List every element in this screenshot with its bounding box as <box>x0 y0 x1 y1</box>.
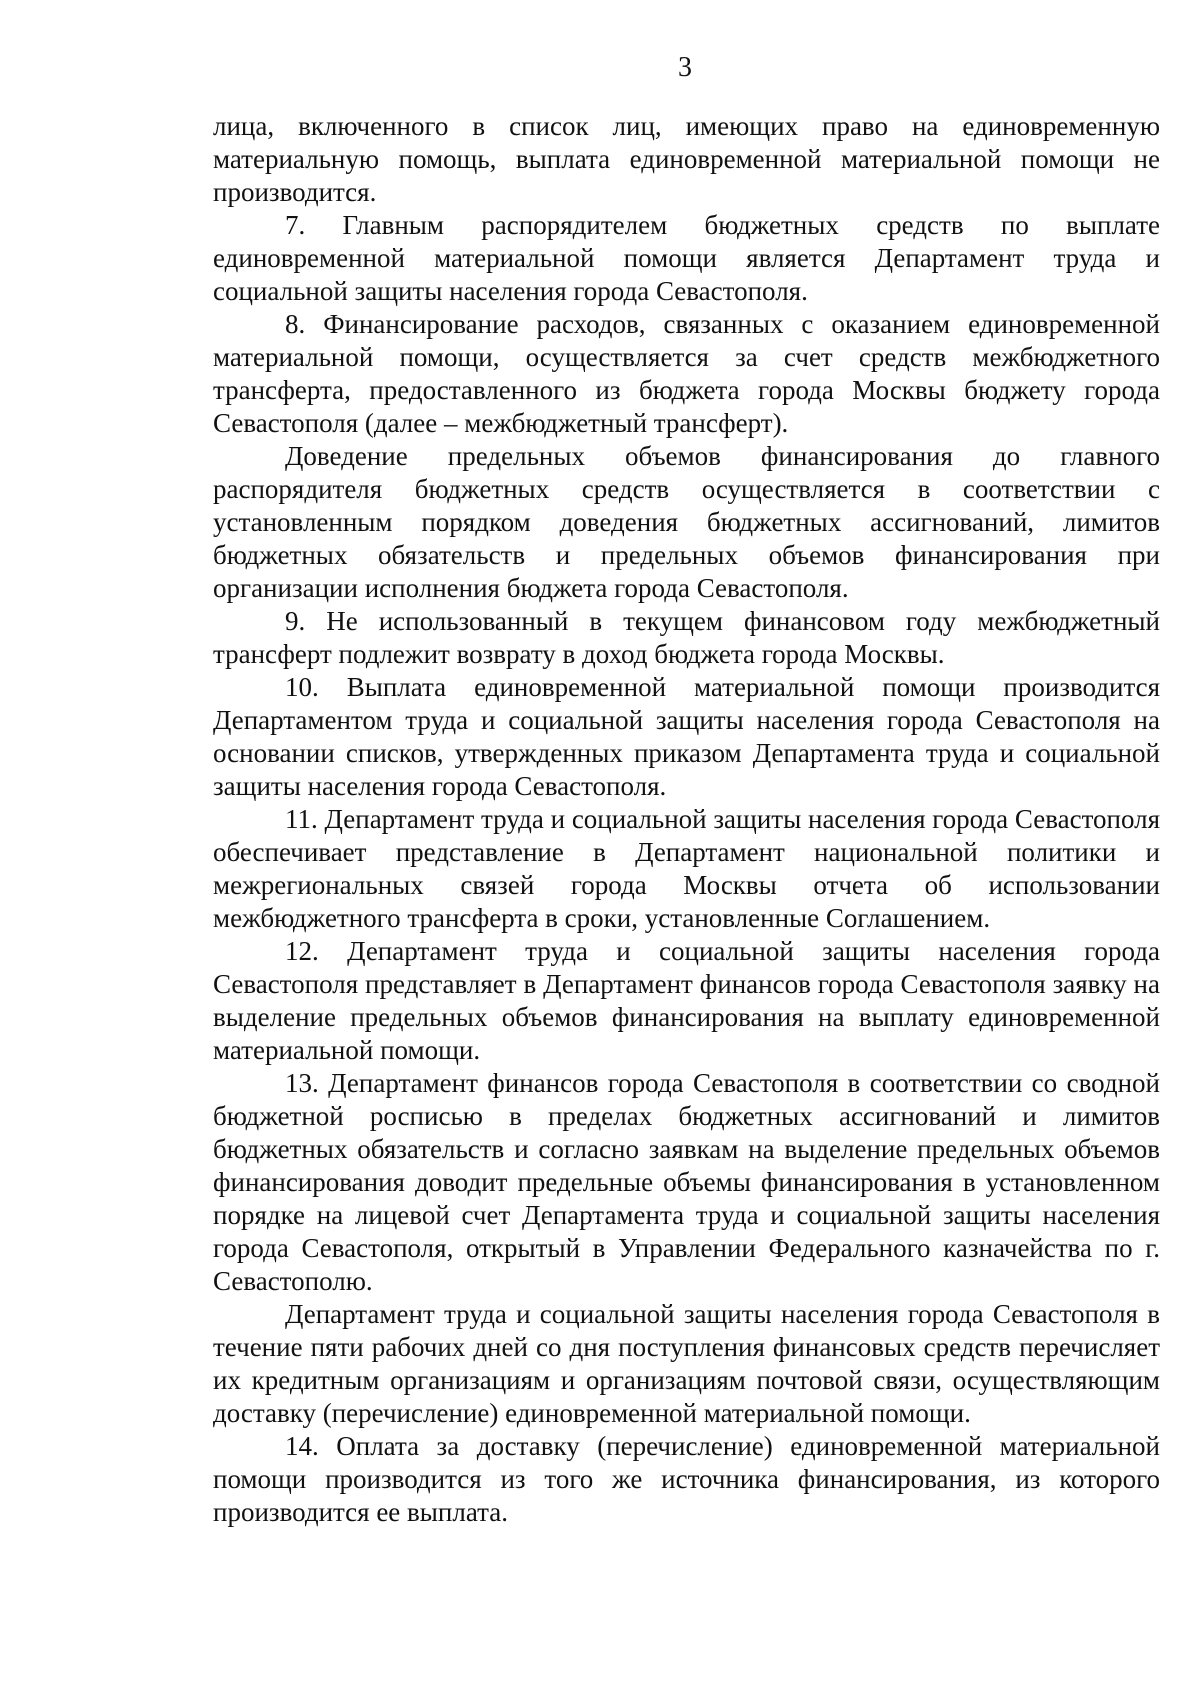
paragraph-item-10: 10. Выплата единовременной материальной помощи производится Департаментом труда и социальной защиты населения города Севастополя на основании списков, утвержденных приказом Департамента труда и социальной защиты населения города Севастополя. <box>213 672 1160 801</box>
paragraph-item-8-limits: Доведение предельных объемов финансирования до главного распорядителя бюджетных средств осуществляется в соответствии с установленным порядком доведения бюджетных ассигнований, лимитов бюджетных обязательств и предельных объемов финансирования при организации исполнения бюджета города Севастополя. <box>213 441 1160 603</box>
paragraph-item-8: 8. Финансирование расходов, связанных с оказанием единовременной материальной помощи, осуществляется за счет средств межбюджетного трансферта, предоставленного из бюджета города Москвы бюджету города Севастополя (далее – межбюджетный трансферт). <box>213 309 1160 438</box>
paragraph-item-14: 14. Оплата за доставку (перечисление) единовременной материальной помощи производится из того же источника финансирования, из которого производится ее выплата. <box>213 1431 1160 1527</box>
document-body <box>213 110 1160 1529</box>
paragraph-item-9: 9. Не использованный в текущем финансовом году межбюджетный трансферт подлежит возврату в доход бюджета города Москвы. <box>213 606 1160 669</box>
paragraph-item-13: 13. Департамент финансов города Севастополя в соответствии со сводной бюджетной росписью в пределах бюджетных ассигнований и лимитов бюджетных обязательств и согласно заявкам на выделение предельных объемов финансирования доводит предельные объемы финансирования в установленном порядке на лицевой счет Департамента труда и социальной защиты населения города Севастополя, открытый в Управлении Федерального казначейства по г. Севастополю. <box>213 1068 1160 1296</box>
paragraph-item-13-transfer: Департамент труда и социальной защиты населения города Севастополя в течение пяти рабочих дней со дня поступления финансовых средств перечисляет их кредитным организациям и организациям почтовой связи, осуществляющим доставку (перечисление) единовременной материальной помощи. <box>213 1299 1160 1428</box>
page-number: 3 <box>678 52 692 83</box>
paragraph-item-12: 12. Департамент труда и социальной защиты населения города Севастополя представляет в Департамент финансов города Севастополя заявку на выделение предельных объемов финансирования на выплату единовременной материальной помощи. <box>213 936 1160 1065</box>
paragraph-item-7: 7. Главным распорядителем бюджетных средств по выплате единовременной материальной помощи является Департамент труда и социальной защиты населения города Севастополя. <box>213 210 1160 306</box>
paragraph-item-11: 11. Департамент труда и социальной защиты населения города Севастополя обеспечивает представление в Департамент национальной политики и межрегиональных связей города Москвы отчета об использовании межбюджетного трансферта в сроки, установленные Соглашением. <box>213 804 1160 933</box>
paragraph-continuation: лица, включенного в список лиц, имеющих право на единовременную материальную помощь, выплата единовременной материальной помощи не производится. <box>213 111 1160 207</box>
